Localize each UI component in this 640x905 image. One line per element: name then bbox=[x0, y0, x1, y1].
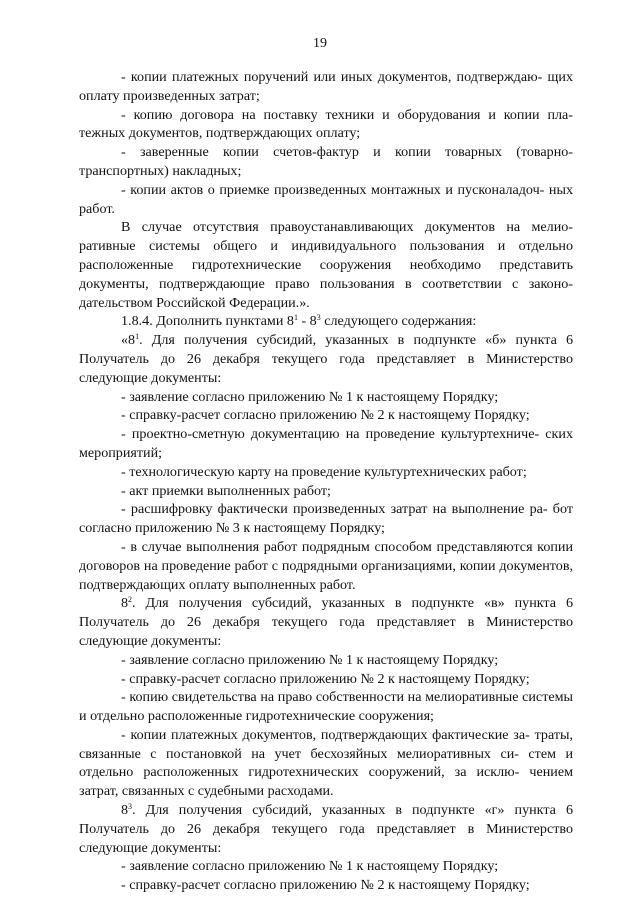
paragraph: - справку-расчет согласно приложению № 2 к настоящему Порядку; bbox=[121, 407, 530, 424]
page-number: 19 bbox=[313, 36, 327, 51]
paragraph: - копии платежных поручений или иных документов, подтверждаю- щих оплату произведенных затрат; bbox=[79, 69, 573, 104]
paragraph: - расшифровку фактически произведенных затрат на выполнение ра- бот согласно приложению № 3 к настоящему Порядку; bbox=[79, 501, 573, 537]
paragraph: - технологическую карту на проведение культуртехнических работ; bbox=[121, 463, 527, 480]
paragraph: 1.8.4. Дополнить пунктами $8^1 - 8^3$ следующего содержания: bbox=[121, 313, 477, 330]
paragraph: - копию свидетельства на право собственности на мелиоративные системы и отдельно расположенные гидротехнические сооружения; bbox=[79, 689, 573, 725]
paragraph: - копии платежных документов, подтверждающих фактические за- траты, связанные с постановкой на учет бесхозяйных мелиоративных си- стем и отдельно расположенных гидротехнических сооружений, за исклю- чением затрат, связанных с судебными расходами. bbox=[79, 726, 573, 800]
document-body bbox=[79, 68, 573, 895]
paragraph: - заявление согласно приложению № 1 к настоящему Порядку; bbox=[121, 388, 499, 405]
paragraph: - копию договора на поставку техники и оборудования и копии пла- тежных документов, подтверждающих оплату; bbox=[79, 106, 573, 142]
paragraph: В случае отсутствия правоустанавливающих документов на мелио- ративные системы общего и индивидуального пользования и отдельно расположенные гидротехнические сооружения необходимо представить документы, подтверждающие право пользования в соответствии с законо- дательством Российской Федерации.». bbox=[79, 219, 573, 311]
paragraph: - справку-расчет согласно приложению № 2 к настоящему Порядку; bbox=[121, 670, 530, 687]
paragraph: - заверенные копии счетов-фактур и копии товарных (товарно- транспортных) накладных; bbox=[79, 144, 573, 179]
paragraph: $8^3$. Для получения субсидий, указанных в подпункте «г» пункта 6 Получатель до 26 декабря текущего года представляет в Министерство следующие документы: bbox=[79, 802, 573, 856]
paragraph: - заявление согласно приложению № 1 к настоящему Порядку; bbox=[121, 858, 499, 875]
paragraph: - копии актов о приемке произведенных монтажных и пусконаладоч- ных работ. bbox=[79, 181, 573, 217]
paragraph: - акт приемки выполненных работ; bbox=[121, 482, 331, 499]
paragraph: - справку-расчет согласно приложению № 2 к настоящему Порядку; bbox=[121, 877, 530, 894]
paragraph: - проектно-сметную документацию на проведение культуртехниче- ских мероприятий; bbox=[79, 426, 573, 461]
paragraph: $8^2$. Для получения субсидий, указанных в подпункте «в» пункта 6 Получатель до 26 декабря текущего года представляет в Министерство следующие документы: bbox=[79, 595, 573, 649]
paragraph: - заявление согласно приложению № 1 к настоящему Порядку; bbox=[121, 651, 499, 668]
paragraph: «$8^1$. Для получения субсидий, указанных в подпункте «б» пункта 6 Получатель до 26 декабря текущего года представляет в Министерство следующие документы: bbox=[79, 332, 573, 386]
paragraph: - в случае выполнения работ подрядным способом представляются копии договоров на проведение работ с подрядными организациями, копии документов, подтверждающих оплату выполненных работ. bbox=[79, 538, 573, 593]
